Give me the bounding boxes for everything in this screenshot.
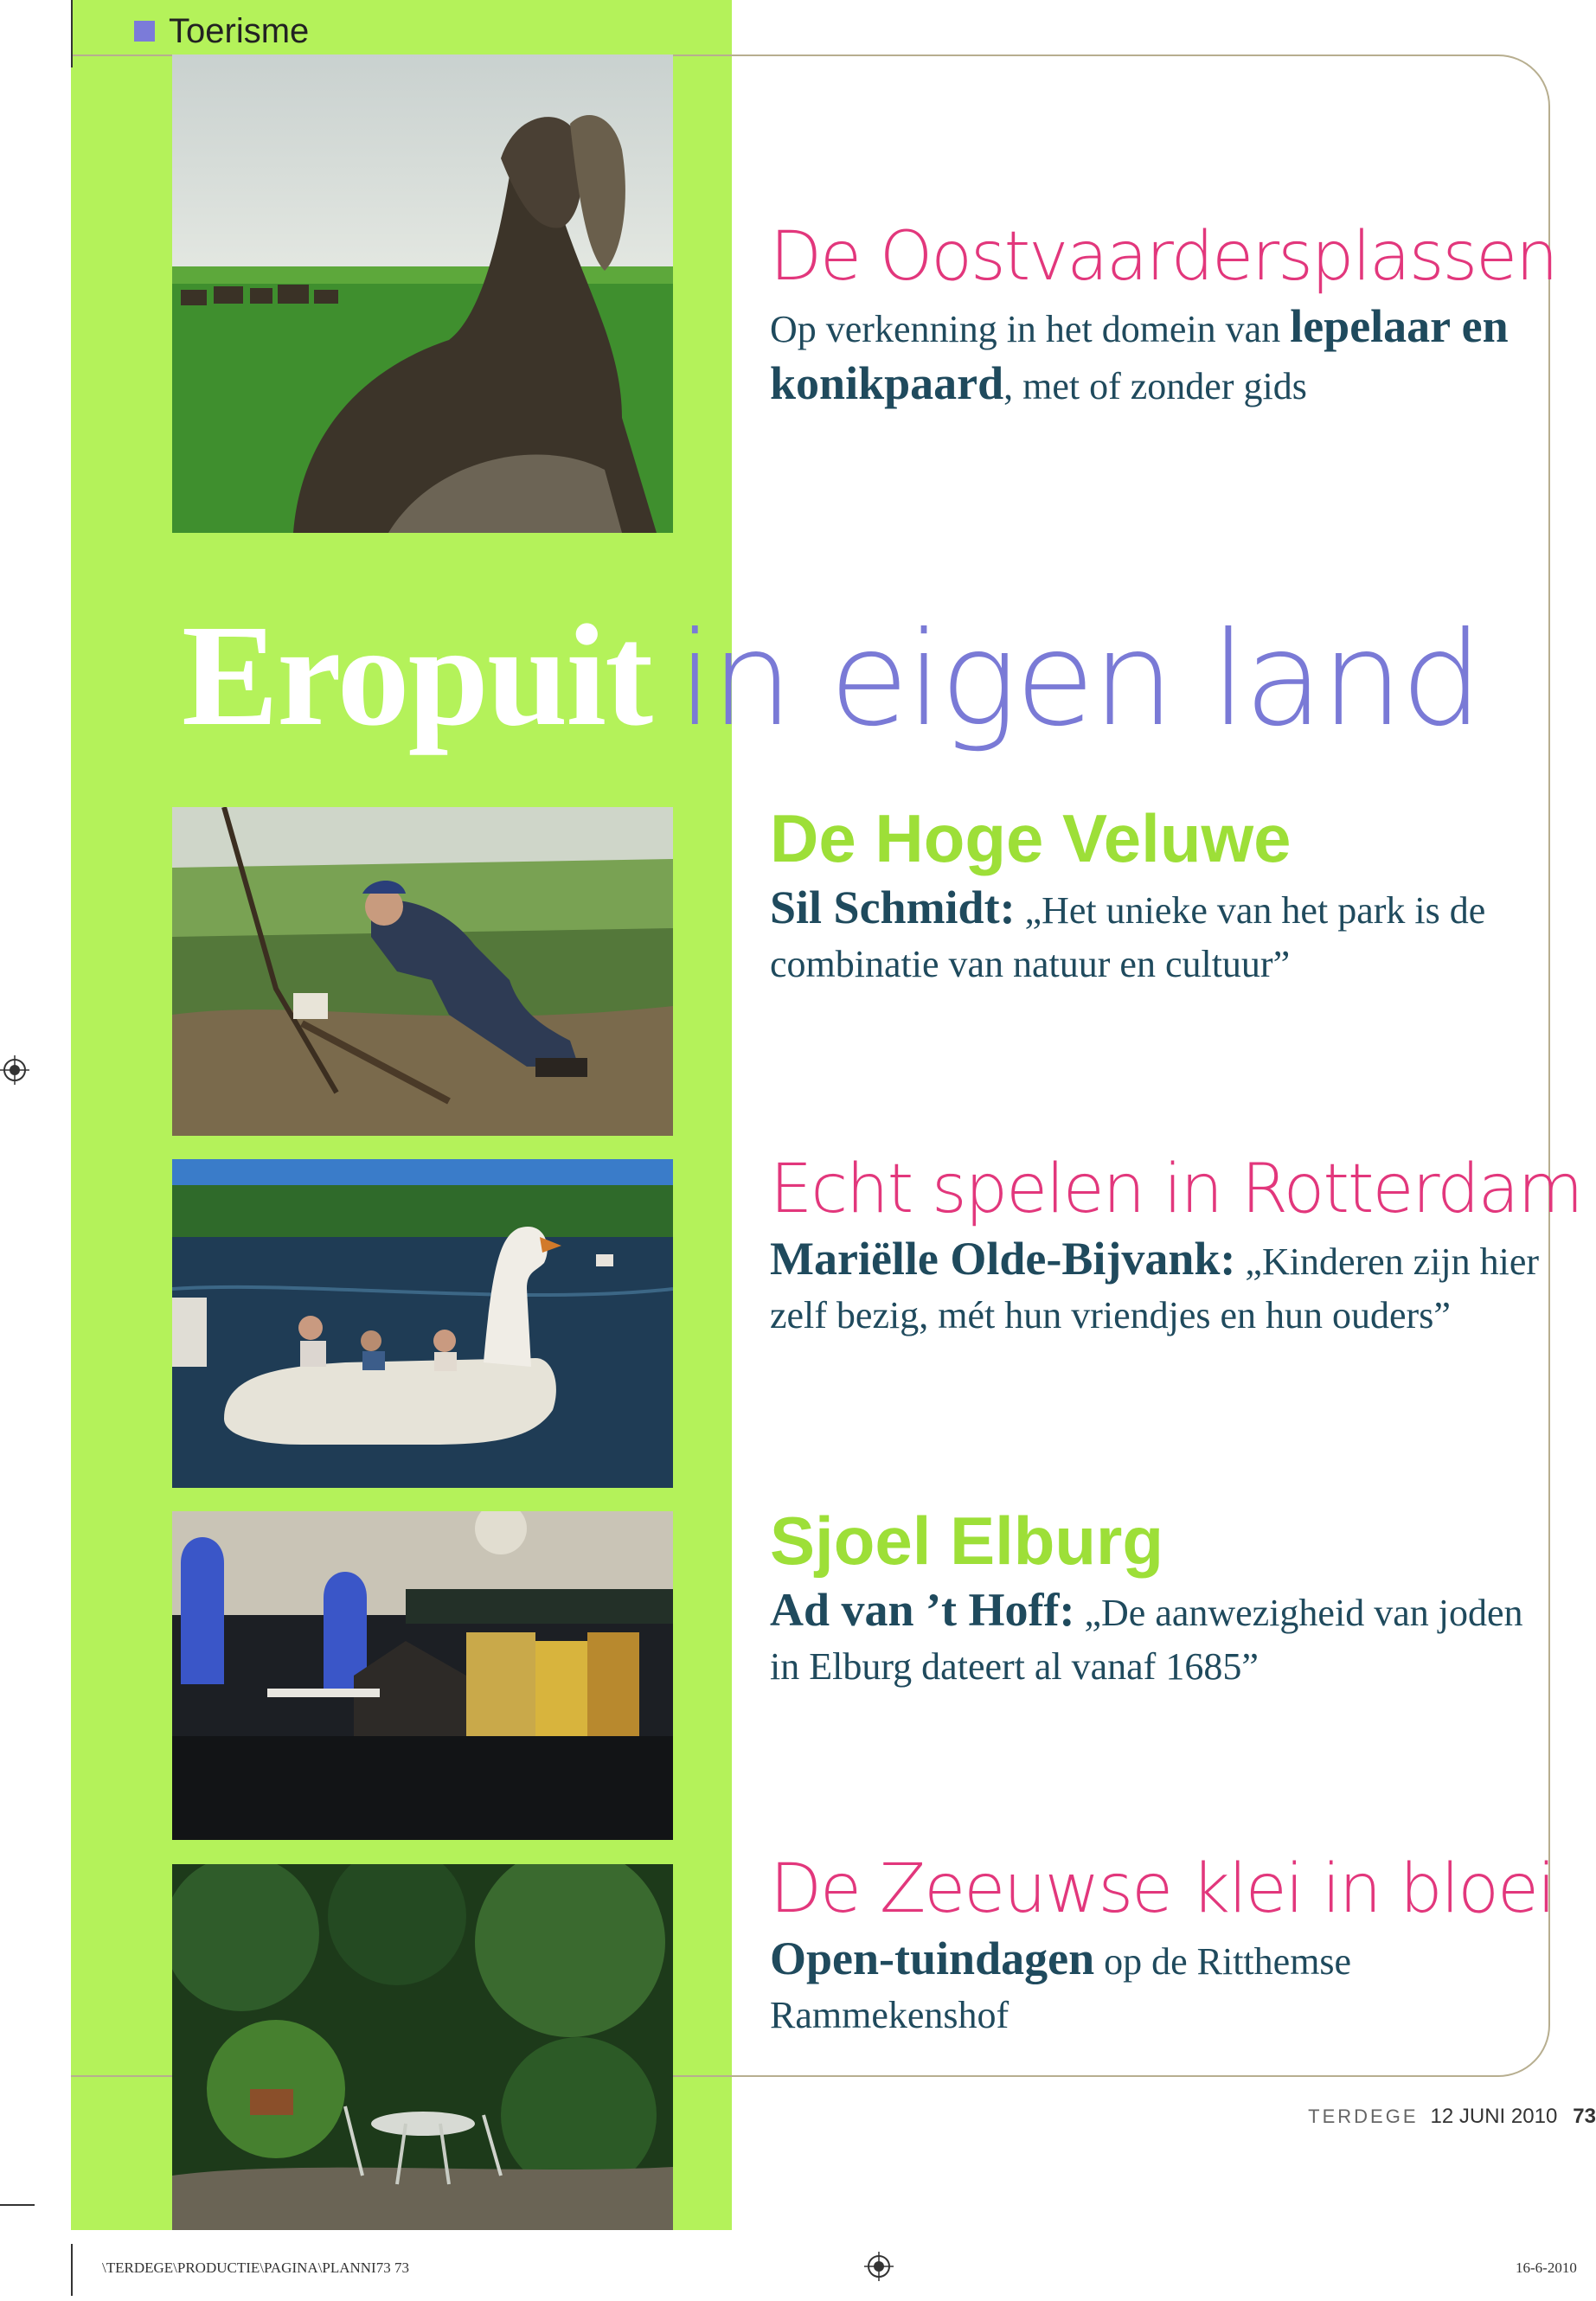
article-teaser — [770, 881, 1548, 991]
article-title: De Zeeuwse klei in bloei — [770, 1850, 1554, 1928]
crop-mark — [0, 2204, 35, 2206]
page-number: 73 — [1573, 2105, 1596, 2128]
article-oostvaardersplassen — [770, 218, 1557, 413]
print-slug-date: 16-6-2010 — [1516, 2259, 1577, 2276]
registration-mark-icon — [0, 1055, 29, 1085]
teaser-text: „Het unieke van het park is de combinatie van natuur en cultuur” — [770, 889, 1486, 985]
teaser-text: Op verkenning in het domein van — [770, 308, 1291, 350]
publication-name: TERDEGE — [1308, 2106, 1419, 2127]
article-teaser — [770, 1583, 1548, 1694]
square-bullet-icon — [134, 21, 155, 42]
teaser-text: op de Ritthemse Rammekenshof — [770, 1940, 1352, 2036]
teaser-bold: Sil Schmidt: — [770, 881, 1016, 933]
teaser-text: , met of zonder gids — [1003, 365, 1307, 407]
teaser-text: „De aanwezigheid van joden in Elburg dateert al vanaf 1685” — [770, 1592, 1523, 1688]
page-footer — [1308, 2105, 1596, 2129]
photo-swan-boat — [172, 1159, 673, 1488]
teaser-text: „Kinderen zijn hier zelf bezig, mét hun vriendjes en hun ouders” — [770, 1240, 1540, 1336]
headline-bold: Eropuit — [182, 595, 652, 756]
article-sjoel-elburg — [770, 1503, 1548, 1694]
article-title: De Hoge Veluwe — [770, 800, 1292, 876]
photo-horses — [172, 54, 673, 533]
article-hoge-veluwe — [770, 800, 1548, 991]
section-label-text: Toerisme — [169, 11, 310, 50]
teaser-bold: Ad van ’t Hoff: — [770, 1584, 1075, 1636]
headline-light: in eigen land — [677, 605, 1481, 755]
registration-mark-icon — [864, 2252, 894, 2281]
photo-sjoel-elburg — [172, 1511, 673, 1840]
article-title: Sjoel Elburg — [770, 1503, 1164, 1579]
print-slug-path: \TERDEGE\PRODUCTIE\PAGINA\PLANNI73 73 — [102, 2259, 409, 2276]
article-title: De Oostvaardersplassen — [770, 218, 1557, 296]
issue-date: 12 JUNI 2010 — [1430, 2105, 1558, 2128]
article-rotterdam — [770, 1150, 1582, 1343]
article-teaser — [770, 1932, 1548, 2042]
article-teaser — [770, 1232, 1548, 1343]
section-label — [134, 9, 309, 54]
photo-hoge-veluwe — [172, 807, 673, 1136]
teaser-bold: Mariëlle Olde-Bijvank: — [770, 1233, 1236, 1285]
crop-mark — [71, 2244, 73, 2296]
teaser-bold: Open-tuindagen — [770, 1932, 1095, 1984]
article-title: Echt spelen in Rotterdam — [770, 1150, 1582, 1228]
article-teaser — [770, 299, 1548, 413]
crop-mark — [71, 0, 73, 67]
article-zeeuwse-klei — [770, 1850, 1554, 2042]
teaser-bold: lepelaar en konikpaard — [770, 300, 1509, 409]
photo-garden — [172, 1864, 673, 2230]
page-headline — [182, 593, 1596, 756]
